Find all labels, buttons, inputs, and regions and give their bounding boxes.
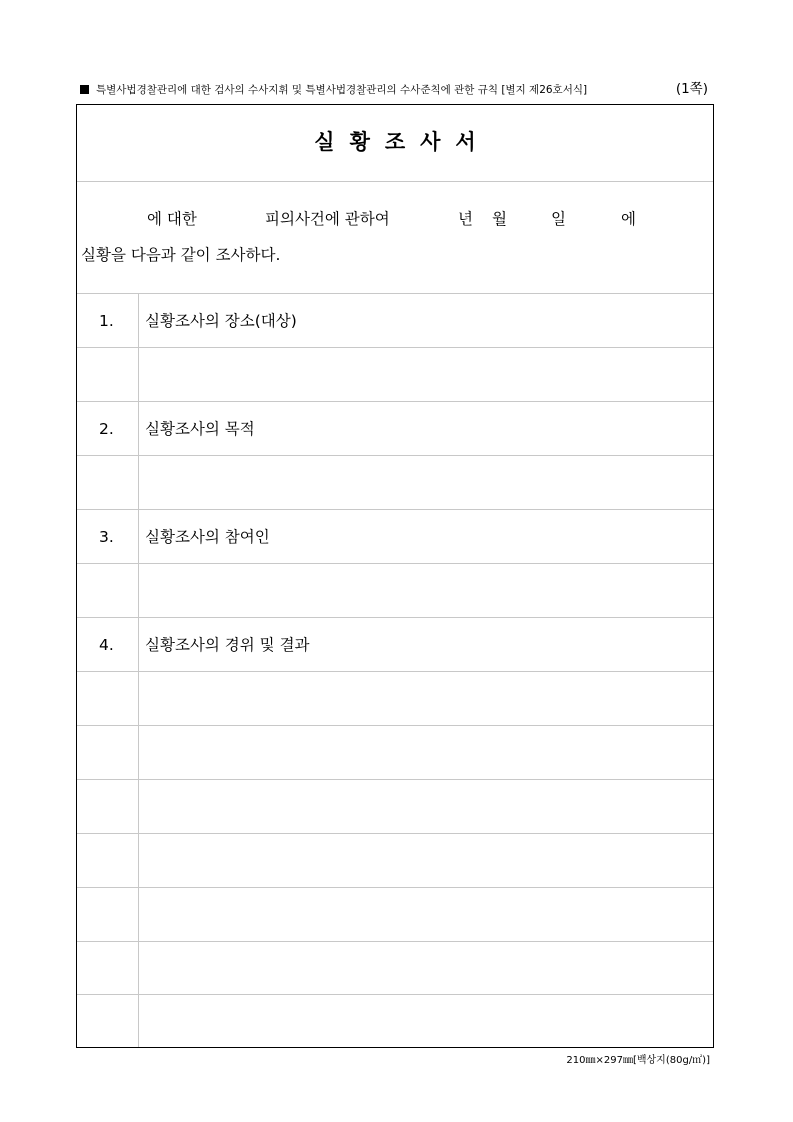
entry-row: [77, 726, 713, 780]
entry-row: [77, 834, 713, 888]
intro-word-day: 일: [551, 210, 566, 228]
entry-number-cell: [77, 348, 139, 401]
section-label: 실황조사의 경위 및 결과: [145, 636, 310, 654]
entry-number-cell: [77, 834, 139, 887]
intro-line-2: 실황을 다음과 같이 조사하다.: [81, 246, 281, 264]
intro-word-year: 년: [458, 210, 473, 228]
section-number: 4.: [99, 636, 114, 654]
intro-word-month: 월: [492, 210, 507, 228]
section-number-cell: [77, 402, 139, 455]
entry-number-cell: [77, 780, 139, 833]
page-number: (1쪽): [675, 81, 708, 97]
section-number: 3.: [99, 528, 114, 546]
entry-number-cell: [77, 726, 139, 779]
entry-row: [77, 995, 713, 1047]
inspection-report-form: [76, 104, 714, 1048]
entry-row: [77, 780, 713, 834]
section-number: 2.: [99, 420, 114, 438]
entry-number-cell: [77, 456, 139, 509]
section-number-cell: [77, 510, 139, 563]
form-header: [80, 82, 712, 98]
entry-number-cell: [77, 995, 139, 1047]
section-row-results: [77, 618, 713, 672]
paper-spec: 210㎜×297㎜[백상지(80g/㎡)]: [566, 1055, 710, 1066]
entry-row: [77, 456, 713, 510]
section-label: 실황조사의 참여인: [145, 528, 270, 546]
square-bullet-icon: [80, 85, 89, 94]
entry-row: [77, 564, 713, 618]
entry-row: [77, 942, 713, 995]
section-number: 1.: [99, 312, 114, 330]
section-label: 실황조사의 목적: [145, 420, 255, 438]
section-row-participants: [77, 510, 713, 564]
intro-section: [77, 182, 713, 294]
entry-row: [77, 672, 713, 726]
entry-number-cell: [77, 564, 139, 617]
entry-row: [77, 348, 713, 402]
section-row-place: [77, 294, 713, 348]
intro-word-at: 에: [621, 210, 636, 228]
entry-number-cell: [77, 672, 139, 725]
section-number-cell: [77, 294, 139, 347]
section-number-cell: [77, 618, 139, 671]
section-row-purpose: [77, 402, 713, 456]
regulation-text: 특별사법경찰관리에 대한 검사의 수사지휘 및 특별사법경찰관리의 수사준칙에 관한 규칙 [별지 제26호서식]: [96, 84, 588, 96]
form-header-lead: [80, 82, 587, 98]
entry-row: [77, 888, 713, 942]
page-title: 실황조사서: [314, 130, 491, 154]
intro-word-case: 피의사건에 관하여: [265, 210, 390, 228]
section-label: 실황조사의 장소(대상): [145, 312, 297, 330]
entry-number-cell: [77, 942, 139, 994]
entry-number-cell: [77, 888, 139, 941]
intro-word-about: 에 대한: [147, 210, 197, 228]
title-row: [77, 105, 713, 182]
